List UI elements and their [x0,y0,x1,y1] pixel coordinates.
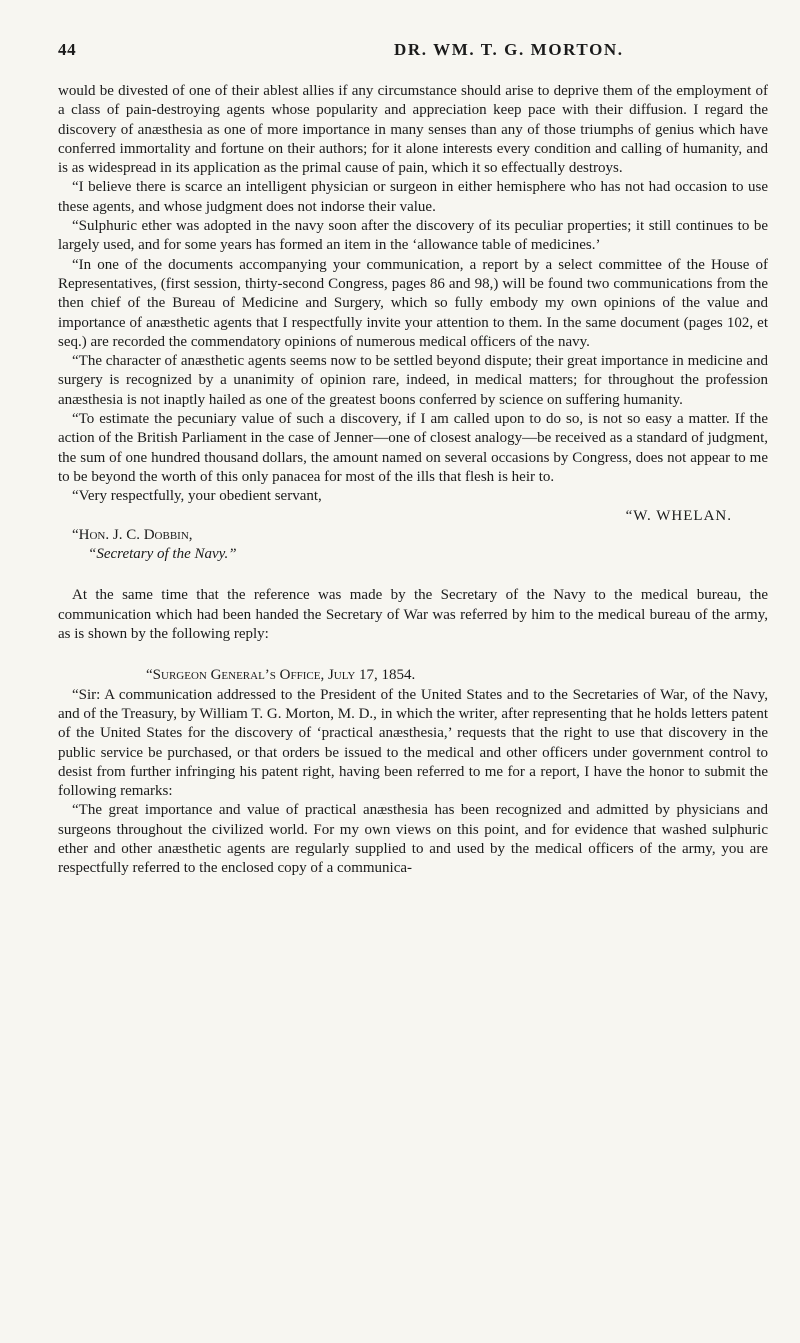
addressee-name: “Hon. J. C. Dobbin, [72,526,193,543]
letter-paragraph: “The great importance and value of practical anæsthesia has been recognized and admitted by physicians and surgeons throughout the civilized world. For my own views on this point, and for evidence that washed sulphuric ether and other anæsthetic agents are regularly supplied to and used by the medical officers of the army, you are respectfully referred to the enclosed copy of a communica- [58,802,768,877]
paragraph: “Sulphuric ether was adopted in the navy soon after the discovery of its peculiar properties; it still continues to be largely used, and for some years has formed an item in the ‘allowance table of medicines.’ [58,218,768,254]
page-header [58,40,768,70]
page-body [58,82,768,879]
paragraph: would be divested of one of their ablest allies if any circumstance should arise to deprive them of the employment of a class of pain-destroying agents whose popularity and appreciation keep pace with their diffusion. I regard the discovery of anæsthesia as one of more importance in many senses than any of those triumphs of genius which have conferred immortality and fortune on their authors; for it alone interests every condition and calling of humanity, and is as widespread in its application as the primal cause of pain, which it so effectually destroys. [58,83,768,177]
paragraph: “To estimate the pecuniary value of such a discovery, if I am called upon to do so, is not so easy a matter. If the action of the British Parliament in the case of Jenner—one of closest analogy—be received as a standard of judgment, the sum of one hundred thousand dollars, the amount named on several occasions by Congress, does not appear to me to be beyond the worth of this only panacea for most of the ills that flesh is heir to. [58,411,768,485]
book-page [58,40,768,879]
paragraph: “I believe there is scarce an intelligent physician or surgeon in either hemisphere who has not had occasion to use these agents, and whose judgment does not indorse their value. [58,179,768,215]
running-title: DR. WM. T. G. MORTON. [394,40,624,59]
narrative-paragraph: At the same time that the reference was made by the Secretary of the Navy to the medical bureau, the communication which had been handed the Secretary of War was referred by him to the medical bureau of the army, as is shown by the following reply: [58,587,768,643]
paragraph: “In one of the documents accompanying your communication, a report by a select committee of the House of Representatives, (first session, thirty-second Congress, pages 86 and 98,) will be found two communications from the then chief of the Bureau of Medicine and Surgery, which so fully embody my own opinions of the value and importance of anæsthetic agents that I respectfully invite your attention to them. In the same document (pages 102, et seq.) are recorded the commendatory opinions of numerous medical officers of the navy. [58,256,768,350]
paragraph: “The character of anæsthetic agents seems now to be settled beyond dispute; their great importance in medicine and surgery is recognized by a unanimity of opinion rare, indeed, in medical matters; for throughout the profession anæsthesia is not inaptly hailed as one of the greatest boons conferred by science on suffering humanity. [58,353,768,408]
letter-paragraph: “Sir: A communication addressed to the President of the United States and to the Secretaries of War, of the Navy, and of the Treasury, by William T. G. Morton, M. D., in which the writer, after representing that he holds letters patent of the United States for the discovery of ‘practical anæsthesia,’ requests that the right to use that discovery in the public service be purchased, or that orders be issued to the medical and other officers under government control to desist from further infringing his patent right, having been referred to me for a report, I have the honor to submit the following remarks: [58,686,768,800]
signature: “W. WHELAN. [625,507,732,524]
letter-heading: “Surgeon General’s Office, July 17, 1854. [146,667,416,684]
page-number: 44 [58,40,77,59]
addressee-title: “Secretary of the Navy.” [88,546,237,563]
closing-line: “Very respectfully, your obedient servant, [72,488,322,505]
